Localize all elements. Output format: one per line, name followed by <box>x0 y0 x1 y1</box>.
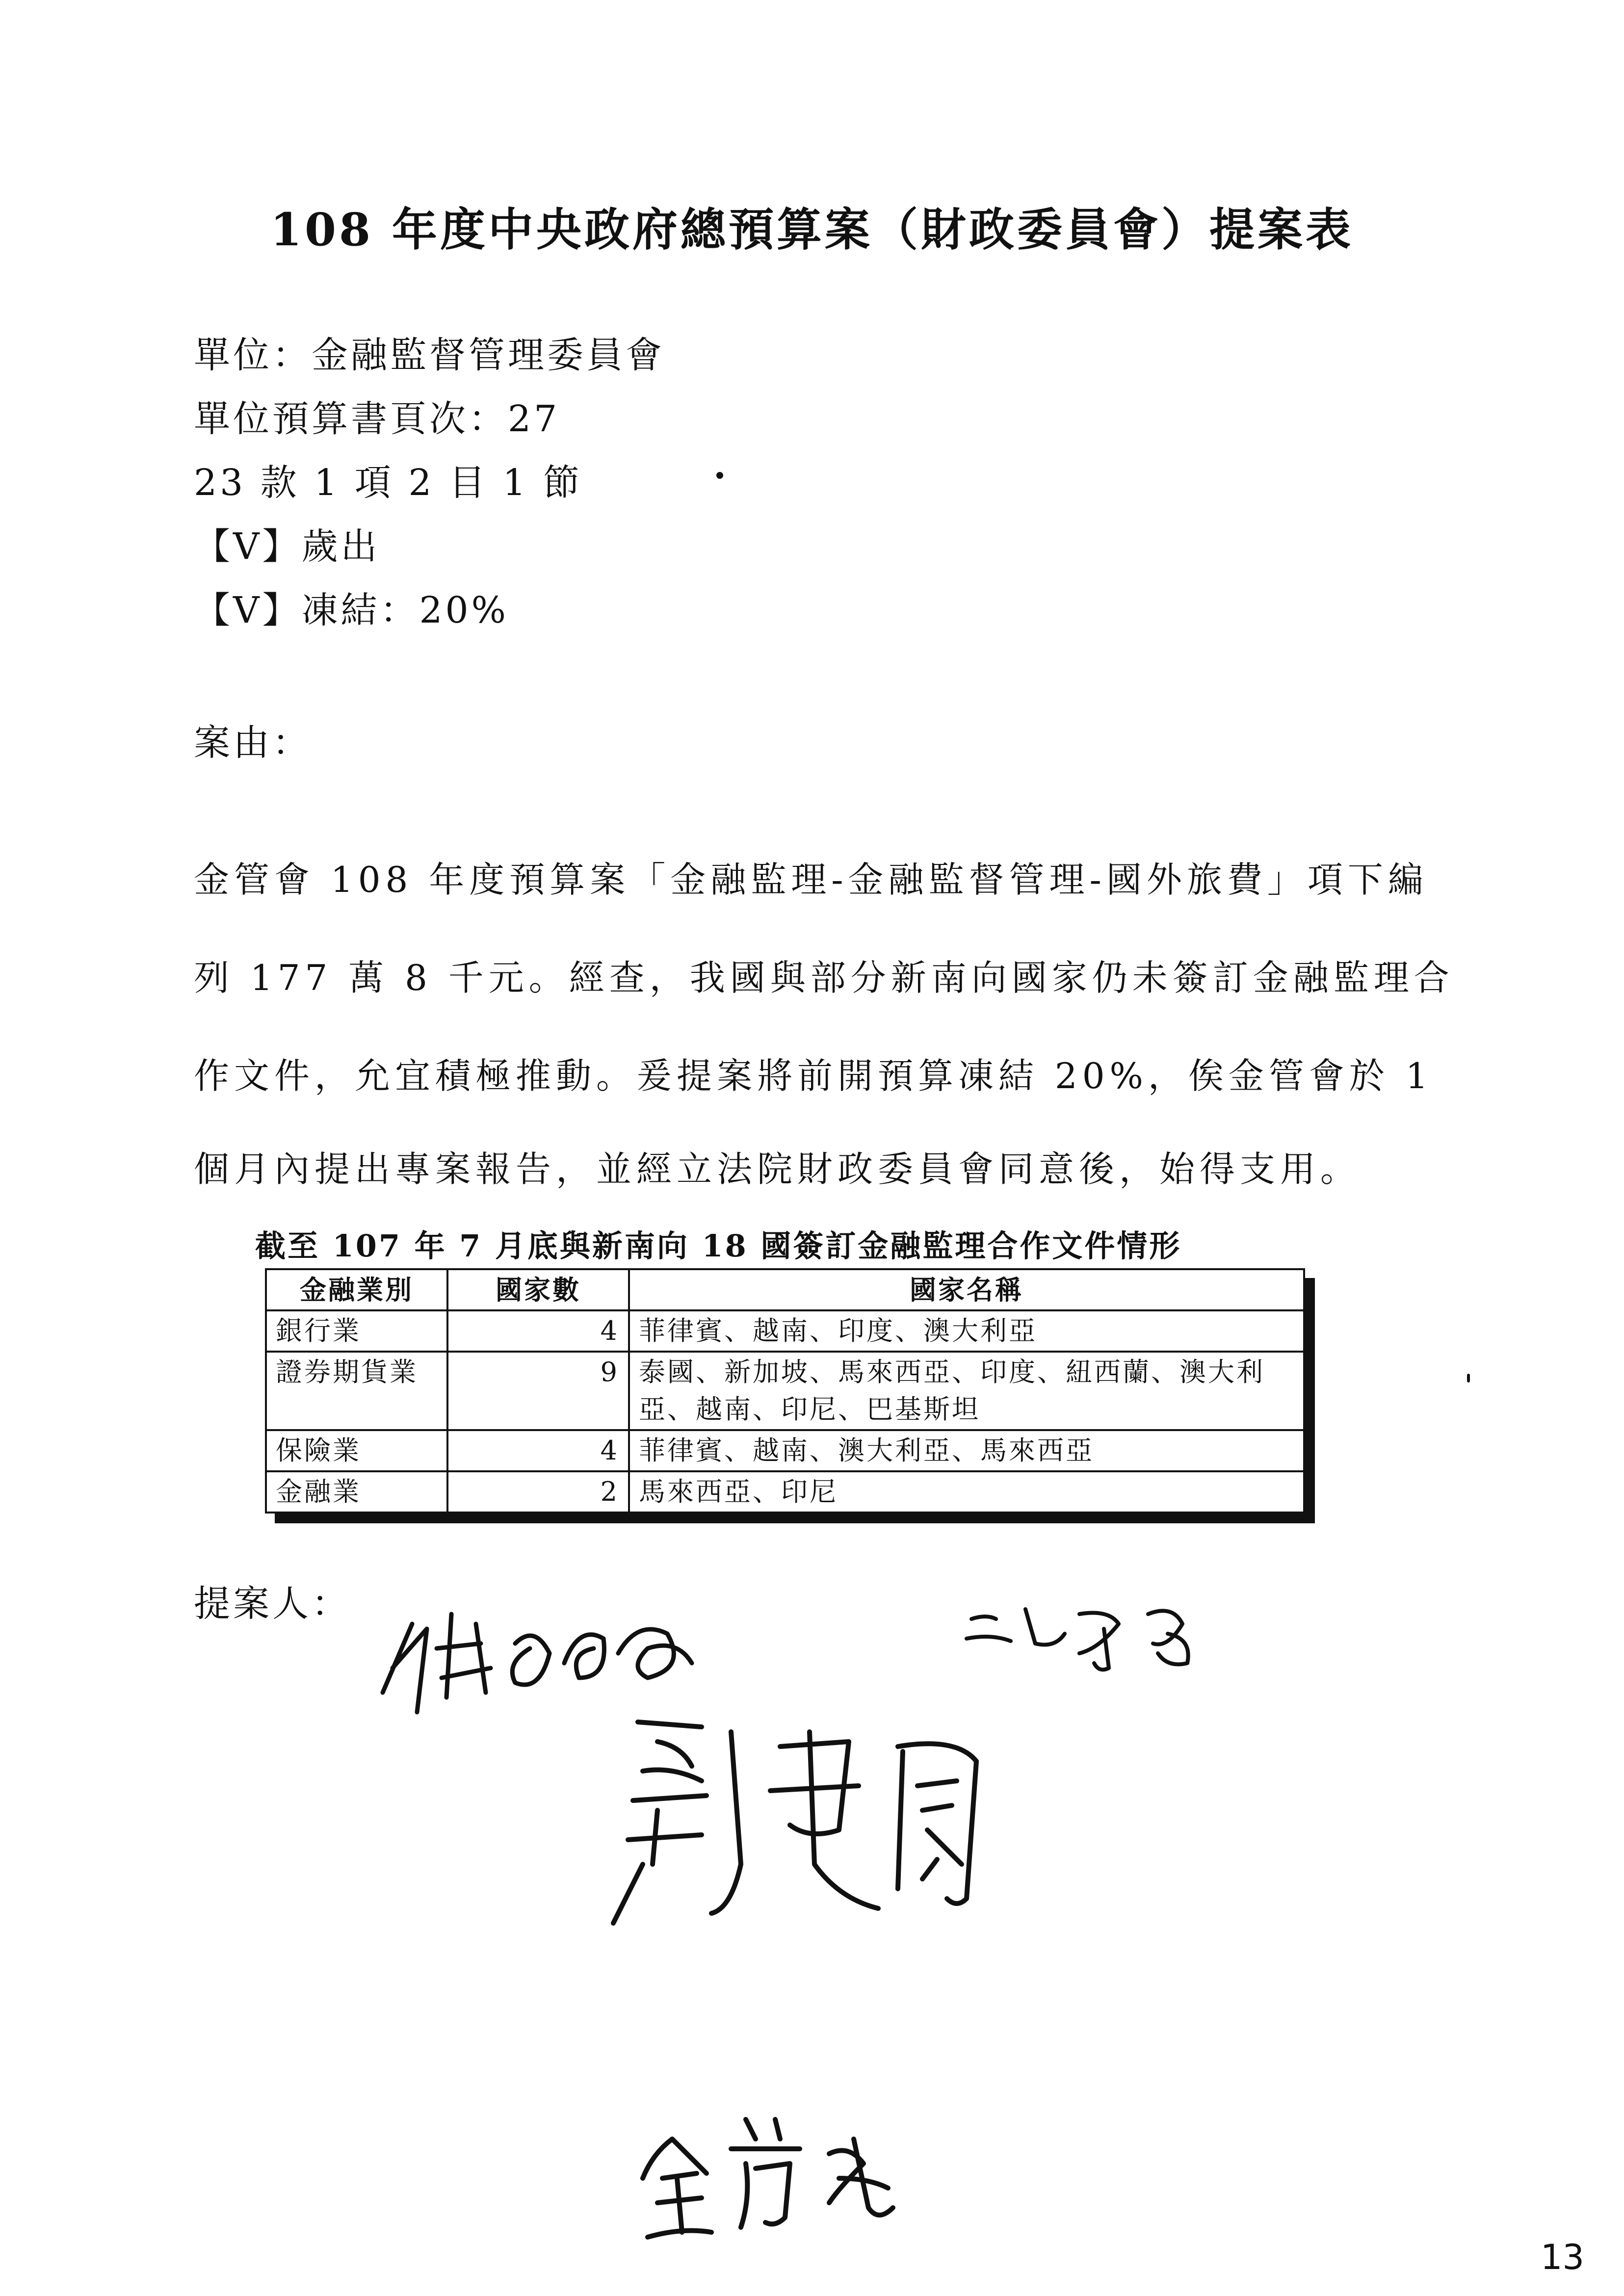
page-number: 13 <box>1541 2237 1585 2277</box>
table-row <box>266 1352 1304 1430</box>
freeze-check: 【V】凍結：20% <box>194 589 509 631</box>
table-row <box>266 1310 1304 1352</box>
count-cell: 4 <box>447 1310 629 1352</box>
table-header-row <box>266 1269 1304 1310</box>
industry-cell: 銀行業 <box>266 1310 447 1352</box>
countries-cell: 泰國、新加坡、馬來西亞、印度、紐西蘭、澳大利亞、越南、印尼、巴基斯坦 <box>629 1352 1304 1430</box>
column-header: 金融業別 <box>266 1269 447 1310</box>
table-row <box>266 1430 1304 1471</box>
stray-dot <box>716 472 723 479</box>
count-cell: 9 <box>447 1352 629 1430</box>
paragraph-line: 金管會 108 年度預算案「金融監理-金融監督管理-國外旅費」項下編 <box>194 859 1428 900</box>
count-cell: 4 <box>447 1430 629 1471</box>
unit-line: 單位：金融監督管理委員會 <box>194 334 665 376</box>
proposer-label: 提案人： <box>194 1583 351 1625</box>
stray-mark <box>1467 1374 1470 1383</box>
countries-cell: 菲律賓、越南、印度、澳大利亞 <box>629 1310 1304 1352</box>
column-header: 國家名稱 <box>629 1269 1304 1310</box>
budget-page-line: 單位預算書頁次：27 <box>194 398 560 440</box>
table-row <box>266 1471 1304 1513</box>
expenditure-check: 【V】歲出 <box>194 525 380 568</box>
cooperation-table <box>265 1268 1305 1513</box>
table-caption: 截至 107 年 7 月底與新南向 18 國簽訂金融監理合作文件情形 <box>255 1228 1182 1264</box>
column-header: 國家數 <box>447 1269 629 1310</box>
industry-cell: 保險業 <box>266 1430 447 1471</box>
countries-cell: 菲律賓、越南、澳大利亞、馬來西亞 <box>629 1430 1304 1471</box>
count-cell: 2 <box>447 1471 629 1513</box>
handwritten-signature-2 <box>962 1594 1236 1673</box>
item-ref-line: 23 款 1 項 2 目 1 節 <box>194 462 583 504</box>
industry-cell: 證券期貨業 <box>266 1352 447 1430</box>
paragraph-line: 列 177 萬 8 千元。經查，我國與部分新南向國家仍未簽訂金融監理合 <box>194 957 1454 998</box>
handwritten-signature-4 <box>633 2110 908 2247</box>
page-title: 108 年度中央政府總預算案（財政委員會）提案表 <box>270 203 1354 256</box>
countries-cell: 馬來西亞、印尼 <box>629 1471 1304 1513</box>
handwritten-signature-3 <box>584 1702 1035 1938</box>
cause-label: 案由： <box>194 722 312 764</box>
industry-cell: 金融業 <box>266 1471 447 1513</box>
paragraph-line: 個月內提出專案報告，並經立法院財政委員會同意後，始得支用。 <box>194 1148 1361 1190</box>
paragraph-line: 作文件，允宜積極推動。爰提案將前開預算凍結 20%，俟金管會於 1 <box>194 1055 1433 1096</box>
